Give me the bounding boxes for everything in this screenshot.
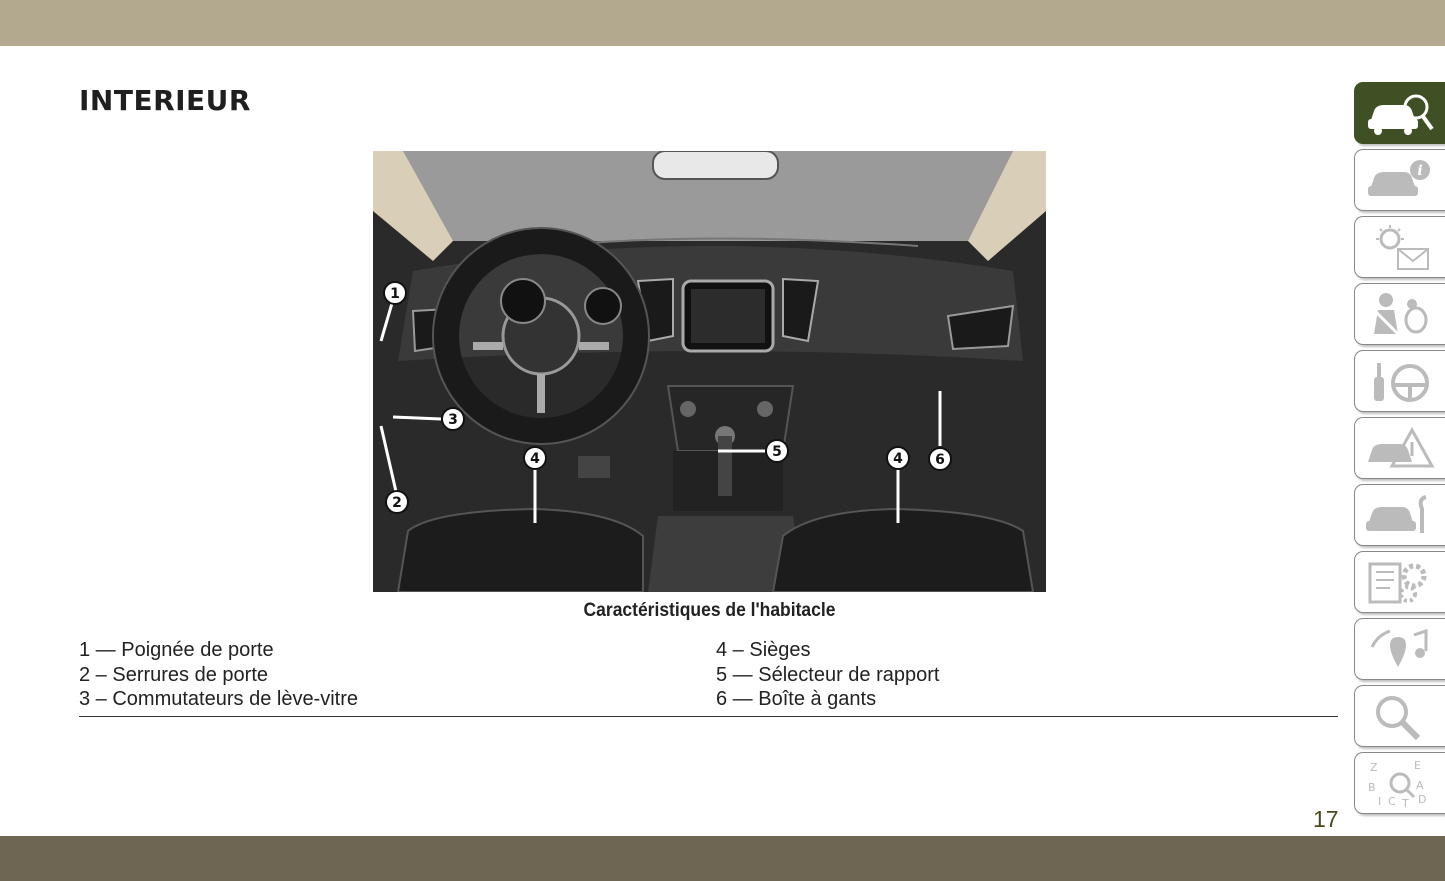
- svg-text:C: C: [1388, 795, 1396, 807]
- legend-item: 5 — Sélecteur de rapport: [716, 663, 940, 686]
- tab-customer-assistance[interactable]: [1354, 685, 1445, 747]
- footer-band: [0, 836, 1445, 881]
- svg-text:2: 2: [392, 495, 402, 511]
- tab-getting-to-know-vehicle[interactable]: [1354, 82, 1445, 144]
- callout-2: [386, 491, 408, 513]
- callout-3: [442, 408, 464, 430]
- index-icon: [1364, 759, 1436, 807]
- search-icon: [1364, 692, 1436, 740]
- page-title: INTERIEUR: [79, 84, 251, 117]
- legend-item: 1 — Poignée de porte: [79, 639, 274, 661]
- svg-text:I: I: [1378, 795, 1382, 807]
- start-steering-wheel-icon: [1364, 357, 1436, 405]
- svg-text:i: i: [1417, 163, 1423, 179]
- tab-in-case-of-emergency[interactable]: [1354, 417, 1445, 479]
- section-divider: [79, 716, 1338, 717]
- tab-technical-specifications[interactable]: [1354, 551, 1445, 613]
- legend-item: 2 – Serrures de porte: [79, 663, 268, 686]
- callout-5: [766, 440, 788, 462]
- svg-text:T: T: [1402, 797, 1409, 807]
- tab-instrument-info[interactable]: [1354, 149, 1445, 211]
- tab-index[interactable]: [1354, 752, 1445, 814]
- svg-text:Z: Z: [1370, 761, 1378, 774]
- car-service-wrench-icon: [1364, 491, 1436, 539]
- callout-4-left: [524, 447, 546, 469]
- svg-text:A: A: [1416, 779, 1424, 792]
- specifications-gear-icon: [1364, 558, 1436, 606]
- svg-text:4: 4: [530, 451, 540, 467]
- svg-text:E: E: [1414, 759, 1421, 772]
- svg-text:D: D: [1418, 793, 1427, 806]
- svg-text:5: 5: [772, 444, 782, 460]
- tab-starting-operating[interactable]: [1354, 350, 1445, 412]
- airbag-seatbelt-icon: [1364, 290, 1436, 338]
- svg-text:3: 3: [448, 412, 458, 428]
- car-info-icon: [1364, 156, 1436, 204]
- svg-text:6: 6: [935, 452, 945, 468]
- callout-4-right: [887, 447, 909, 469]
- tab-multimedia[interactable]: [1354, 618, 1445, 680]
- legend-left-column: [79, 638, 358, 712]
- tab-safety[interactable]: [1354, 283, 1445, 345]
- svg-text:1: 1: [390, 286, 400, 302]
- tab-servicing-maintenance[interactable]: [1354, 484, 1445, 546]
- interior-photo: [373, 151, 1046, 592]
- figure-caption: Caractéristiques de l'habitacle: [583, 600, 836, 621]
- callout-1: [384, 282, 406, 304]
- car-hazard-icon: [1364, 424, 1436, 472]
- car-key-icon: [1364, 89, 1436, 137]
- multimedia-icon: [1364, 625, 1436, 673]
- warning-light-message-icon: [1364, 223, 1436, 271]
- header-band: [0, 0, 1445, 46]
- legend-item: 4 – Sièges: [716, 639, 811, 661]
- legend-right-column: [716, 638, 939, 712]
- page-number: 17: [1313, 806, 1339, 832]
- svg-text:4: 4: [893, 451, 903, 467]
- callout-6: [929, 448, 951, 470]
- legend-item: 3 – Commutateurs de lève-vitre: [79, 688, 359, 710]
- tab-warning-lights[interactable]: [1354, 216, 1445, 278]
- svg-text:B: B: [1368, 781, 1376, 794]
- legend-item: 6 — Boîte à gants: [716, 688, 877, 710]
